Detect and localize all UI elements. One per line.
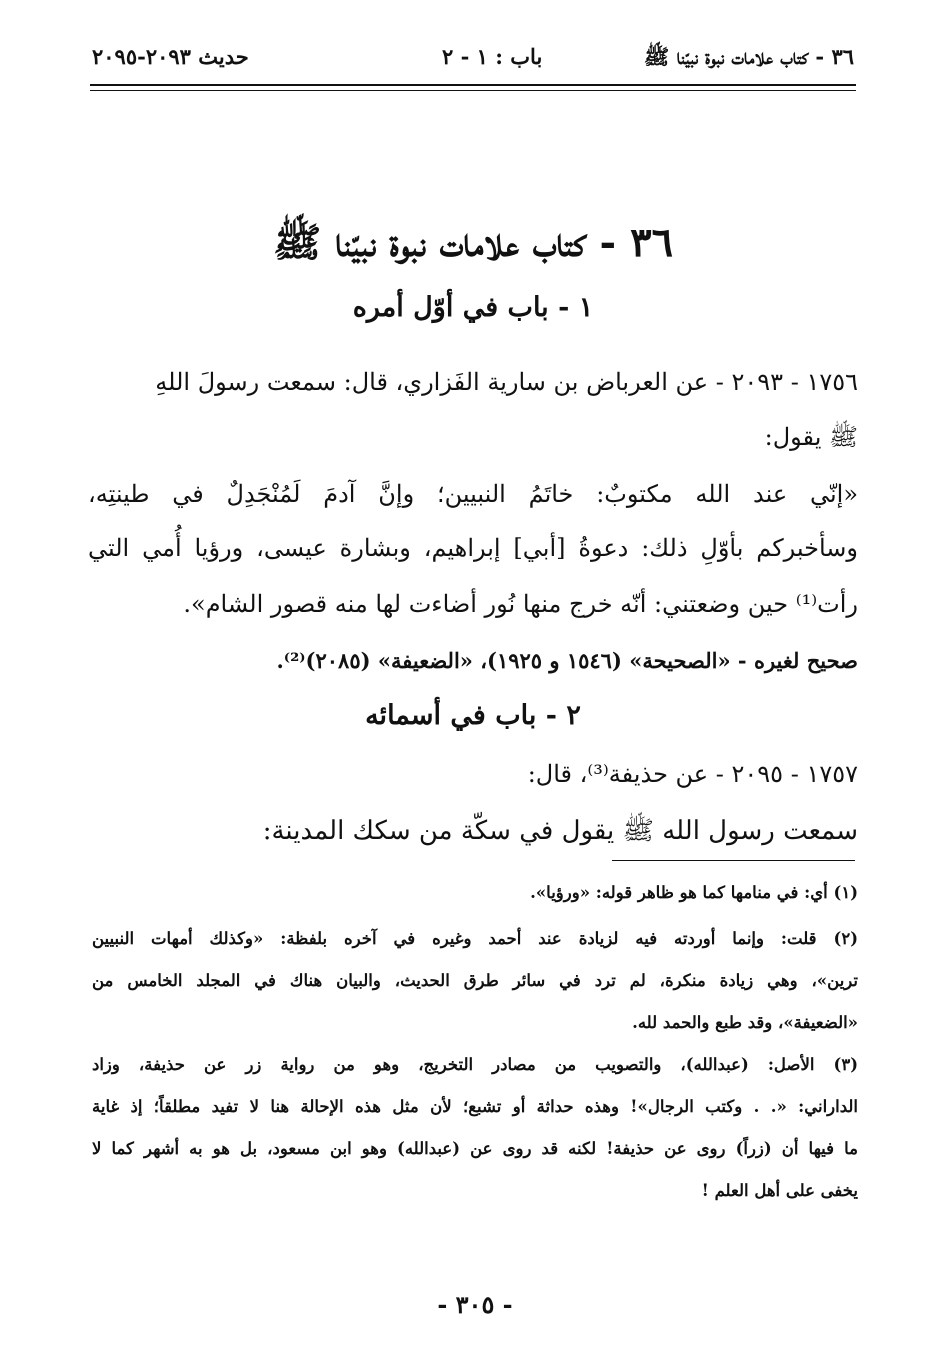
hadith-line: ١٧٥٧ - ٢٠٩٥ - عن حذيفة⁽³⁾، قال:	[527, 760, 858, 788]
header-chapter: باب : ١ - ٢	[442, 44, 543, 69]
chapter-heading-2: ٢ - باب في أسمائه	[365, 700, 581, 731]
footnote-separator	[612, 860, 855, 861]
footnote-line: ما فيها أن (زراً) روى عن حذيفة! لكنه قد روى عن (عبدالله) وهو ابن مسعود، بل هو به أشهر كما لا	[92, 1139, 858, 1158]
hadith-line: ﷺ يقول:	[764, 423, 858, 451]
header-rule-thin	[90, 90, 856, 91]
footnote-line: «الضعيفة»، وقد طبع والحمد لله.	[632, 1013, 858, 1032]
header-hadith-range: حديث ٢٠٩٣-٢٠٩٥	[92, 44, 249, 69]
footnote-line: ترين»، وهي زيادة منكرة، لم ترد في سائر طرق الحديث، والبيان هناك في المجلد الخامس من	[92, 971, 858, 990]
hadith-line: ١٧٥٦ - ٢٠٩٣ - عن العرباض بن سارية الفَزاري، قال: سمعت رسولَ اللهِ	[155, 368, 858, 396]
footnote-line: (٢) قلت: وإنما أوردته فيه لزيادة عند أحمد وغيره في آخره بلفظة: «وكذلك أمهات النبيين	[92, 929, 858, 948]
chapter-heading-1: ١ - باب في أوّل أمره	[352, 292, 594, 323]
hadith-line: «إنّي عند الله مكتوبٌ: خاتَمُ النبيين؛ وإنَّ آدمَ لَمُنْجَدِلٌ في طينتِه،	[88, 480, 858, 508]
hadith-line: وسأخبركم بأوّلِ ذلك: دعوةُ [أبي] إبراهيم، وبشارة عيسى، ورؤيا أُمي التي	[88, 534, 858, 562]
hadith-grading: صحيح لغيره - «الصحيحة» (١٥٤٦ و ١٩٢٥)، «الضعيفة» (٢٠٨٥)⁽²⁾.	[276, 648, 858, 673]
header-book-title: ٣٦ - كتاب علامات نبوة نبيّنا ﷺ	[643, 44, 854, 69]
page-number: - ٣٠٥ -	[437, 1290, 513, 1319]
running-header	[92, 44, 854, 78]
book-title: ٣٦ - كتاب علامات نبوة نبيّنا ﷺ	[272, 219, 674, 266]
footnote-line: الداراني: «. . وكتب الرجال»! وهذه حداثة أو تشبع؛ لأن مثل هذه الإحالة هنا لا تفيد مطلقاً؛ إذ غاية	[92, 1097, 858, 1116]
header-rule-thick	[90, 84, 856, 86]
footnote-line: يخفى على أهل العلم !	[701, 1181, 858, 1200]
hadith-line: سمعت رسول الله ﷺ يقول في سكّة من سكك المدينة:	[262, 816, 858, 846]
footnote-line: (١) أي: في منامها كما هو ظاهر قوله: «ورؤيا».	[530, 883, 858, 902]
footnote-line: (٣) الأصل: (عبدالله)، والتصويب من مصادر التخريج، وهو من رواية زر عن حذيفة، وزاد	[92, 1055, 858, 1074]
hadith-line: رأت⁽¹⁾ حين وضعتني: أنّه خرج منها نُور أضاءت لها منه قصور الشام».	[183, 590, 858, 618]
